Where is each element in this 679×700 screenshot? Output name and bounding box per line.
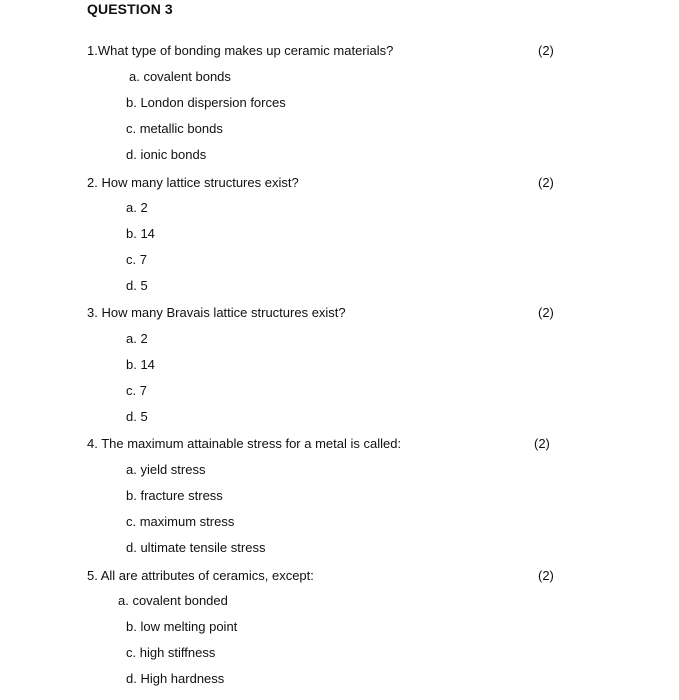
option: d. 5 (126, 409, 148, 424)
question-text: 5. All are attributes of ceramics, except: (87, 568, 314, 583)
option: d. ultimate tensile stress (126, 540, 266, 555)
option: b. fracture stress (126, 488, 223, 503)
question-marks: (2) (538, 43, 554, 58)
option: c. metallic bonds (126, 121, 223, 136)
question-text: 2. How many lattice structures exist? (87, 175, 299, 190)
option: b. low melting point (126, 619, 238, 634)
option: c. 7 (126, 252, 147, 267)
question-text: 3. How many Bravais lattice structures exist? (87, 305, 346, 320)
question-marks: (2) (538, 175, 554, 190)
option: a. 2 (126, 200, 148, 215)
option: b. 14 (126, 357, 155, 372)
question-text: 1.What type of bonding makes up ceramic materials? (87, 43, 394, 58)
option: d. 5 (126, 278, 148, 293)
option: a. 2 (126, 331, 148, 346)
question-heading: QUESTION 3 (87, 1, 173, 17)
option: d. ionic bonds (126, 147, 207, 162)
option: b. 14 (126, 226, 155, 241)
option: a. covalent bonded (118, 593, 228, 608)
option: c. 7 (126, 383, 147, 398)
question-marks: (2) (538, 305, 554, 320)
question-marks: (2) (538, 568, 554, 583)
option: d. High hardness (126, 671, 225, 686)
option: c. maximum stress (126, 514, 235, 529)
question-text: 4. The maximum attainable stress for a metal is called: (87, 436, 402, 451)
option: a. covalent bonds (129, 69, 231, 84)
question-marks: (2) (534, 436, 550, 451)
option: b. London dispersion forces (126, 95, 286, 110)
option: c. high stiffness (126, 645, 216, 660)
option: a. yield stress (126, 462, 206, 477)
